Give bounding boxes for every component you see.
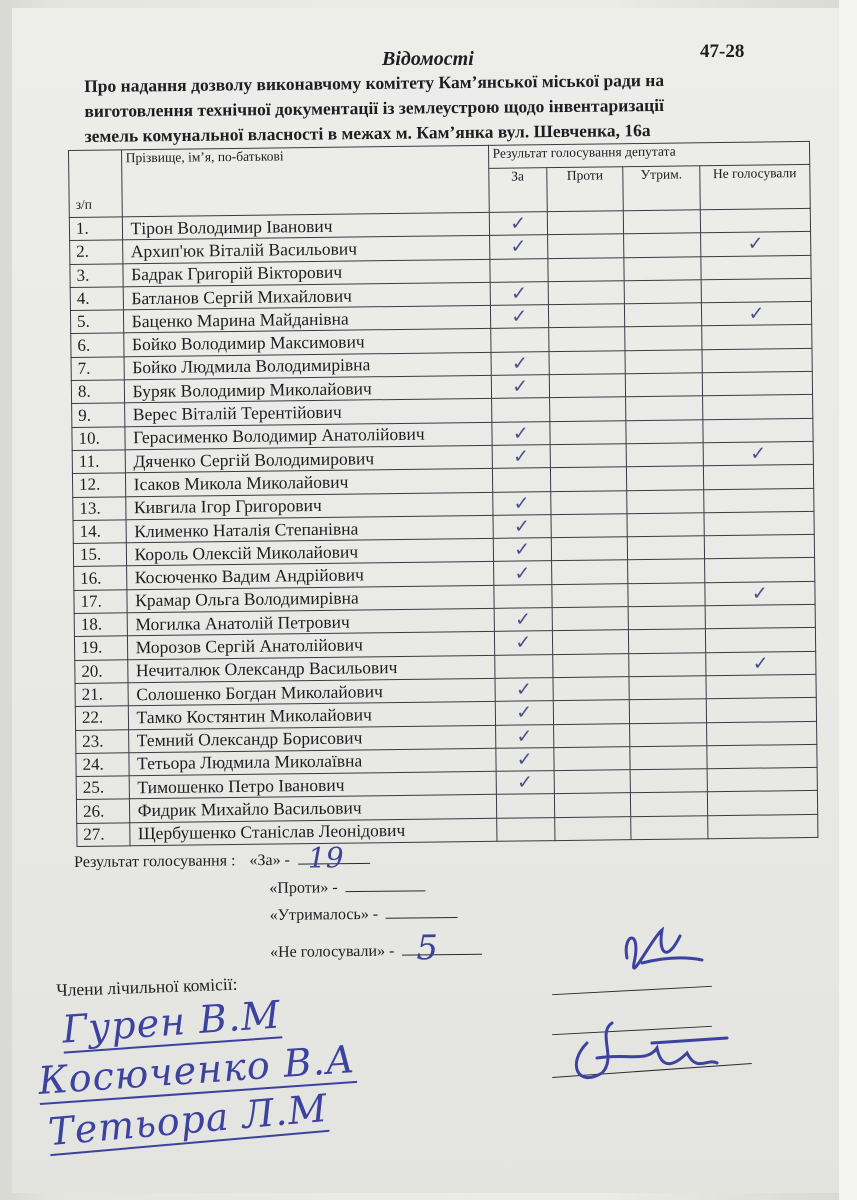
vote-abstain-cell [631,815,708,839]
vote-not-voted-cell [701,278,812,303]
header-not-voted: Не голосували [699,165,810,210]
vote-against-cell [553,723,630,747]
row-deputy-name: Дяченко Сергій Володимирович [125,445,492,473]
row-deputy-name: Тірон Володимир Іванович [122,212,489,240]
row-deputy-name: Нечиталюк Олександр Васильович [127,655,494,683]
row-deputy-name: Бойко Людмила Володимирівна [124,352,491,380]
subtitle-line: земель комунальної власності в межах м. Кам’янка вул. Шевченка, 16а [84,120,651,146]
header-for: За [488,168,547,212]
vote-abstain-cell [628,583,705,607]
vote-not-voted-cell [701,255,812,280]
vote-for-cell: ✓ [493,514,552,538]
vote-for-cell: ✓ [494,631,553,655]
vote-not-voted-cell [707,768,818,793]
row-number: 10. [72,427,125,451]
vote-abstain-cell [624,210,701,234]
row-deputy-name: Клименко Наталія Степанівна [126,515,493,543]
row-number: 26. [76,799,129,823]
row-number: 2. [70,240,123,264]
vote-not-voted-cell [703,465,814,490]
row-number: 8. [71,380,124,404]
vote-for-cell [493,584,552,608]
vote-against-cell [552,583,629,607]
row-deputy-name: Щербушенко Станіслав Леонідович [129,818,496,846]
summary-against-row [269,878,425,898]
vote-not-voted-cell: ✓ [705,651,816,676]
summary-abstain-row [270,905,459,925]
row-number: 21. [75,683,128,707]
voting-table [68,141,818,847]
vote-not-voted-cell [707,814,818,839]
vote-against-cell [554,747,631,771]
row-deputy-name: Косюченко Вадим Андрійович [126,562,493,590]
vote-not-voted-cell [707,791,818,816]
vote-for-cell [489,258,548,282]
vote-for-cell: ✓ [495,701,554,725]
summary-abstain-label: «Утрималось» - [269,905,379,924]
vote-abstain-cell [630,769,707,793]
row-deputy-name: Могилка Анатолій Петрович [127,608,494,636]
voting-table-wrapper [68,141,818,847]
vote-abstain-cell [625,350,702,374]
vote-against-cell [552,630,629,654]
vote-abstain-cell [629,676,706,700]
row-number: 18. [74,613,127,637]
row-deputy-name: Тамко Костянтин Миколайович [128,702,495,730]
vote-against-cell [549,374,626,398]
vote-abstain-cell [624,280,701,304]
secretary-signature-icon [557,1003,737,1093]
row-deputy-name: Баценко Марина Майданівна [123,306,490,334]
vote-abstain-cell [627,513,704,537]
document-subtitle [84,67,785,149]
row-deputy-name: Морозов Сергій Анатолійович [127,632,494,660]
row-number: 9. [72,403,125,427]
row-deputy-name: Тимошенко Петро Іванович [129,771,496,799]
vote-not-voted-cell [703,488,814,513]
vote-abstain-cell [626,443,703,467]
row-number: 1. [69,217,122,241]
vote-against-cell [549,397,626,421]
vote-not-voted-cell [704,558,815,583]
row-number: 6. [71,333,124,357]
vote-against-cell [550,420,627,444]
document-number: 47-28 [700,41,745,62]
document-sheet [12,8,842,1193]
vote-abstain-cell [628,606,705,630]
row-deputy-name: Король Олексій Миколайович [126,538,493,566]
vote-for-cell: ✓ [489,235,548,259]
vote-abstain-cell [630,746,707,770]
header-abstain: Утрим. [623,166,700,211]
vote-not-voted-cell [706,698,817,723]
row-number: 13. [73,496,126,520]
row-deputy-name: Герасименко Володимир Анатолійович [124,422,491,450]
row-number: 3. [70,263,123,287]
vote-not-voted-cell [706,674,817,699]
vote-abstain-cell [626,396,703,420]
summary-not-voted-value: 5 [416,928,439,969]
vote-abstain-cell [628,536,705,560]
voting-table-body [69,208,818,846]
row-deputy-name: Тетьора Людмила Миколаївна [128,748,495,776]
vote-abstain-cell [629,699,706,723]
vote-not-voted-cell [705,628,816,653]
vote-against-cell [553,677,630,701]
row-deputy-name: Темний Олександр Борисович [128,725,495,753]
vote-for-cell: ✓ [496,771,555,795]
vote-abstain-cell [629,652,706,676]
row-number: 14. [73,520,126,544]
row-number: 5. [70,310,123,334]
vote-against-cell [548,304,625,328]
header-number: з/п [69,150,122,218]
vote-for-cell: ✓ [493,561,552,585]
commission-label: Члени лічильної комісії: [56,973,238,1000]
vote-against-cell [553,653,630,677]
vote-for-cell: ✓ [490,282,549,306]
vote-against-cell [553,700,630,724]
vote-against-cell [548,281,625,305]
vote-abstain-cell [626,373,703,397]
vote-for-cell [494,654,553,678]
vote-abstain-cell [629,629,706,653]
row-number: 24. [76,753,129,777]
row-deputy-name: Бойко Володимир Максимович [123,329,490,357]
vote-for-cell: ✓ [492,491,551,515]
row-number: 19. [74,636,127,660]
row-deputy-name: Верес Віталій Терентійович [124,399,491,427]
vote-abstain-cell [625,326,702,350]
summary-label: Результат голосування : [74,852,236,871]
header-name: Прізвище, ім’я, по-батькові [121,145,489,216]
vote-abstain-cell [625,303,702,327]
vote-abstain-cell [630,722,707,746]
vote-for-cell: ✓ [495,724,554,748]
summary-abstain-line [386,917,458,919]
row-deputy-name: Ісаков Микола Миколайович [125,469,492,497]
row-deputy-name: Бадрак Григорій Вікторович [122,259,489,287]
summary-not-voted-label: «Не голосували» - [269,942,395,961]
vote-abstain-cell [626,419,703,443]
summary-not-voted-row [269,928,483,969]
summary-against-line [346,890,426,892]
commission-signature-2: Косюченко В.А [36,1036,357,1104]
vote-not-voted-cell [707,744,818,769]
vote-against-cell [547,234,624,258]
row-number: 23. [76,729,129,753]
vote-not-voted-cell [702,395,813,420]
vote-for-cell: ✓ [495,747,554,771]
row-number: 4. [70,287,123,311]
commission-signature-3: Тетьора Л.М [46,1085,330,1155]
vote-for-cell: ✓ [490,305,549,329]
vote-against-cell [554,770,631,794]
summary-against-label: «Проти» - [269,879,338,897]
vote-abstain-cell [624,256,701,280]
header-vote-result: Результат голосування депутата [488,141,810,168]
row-number: 25. [76,776,129,800]
vote-abstain-cell [627,489,704,513]
row-number: 16. [74,566,127,590]
vote-for-cell: ✓ [492,445,551,469]
vote-not-voted-cell: ✓ [701,302,812,327]
summary-for-line [298,841,370,875]
vote-against-cell [550,467,627,491]
header-against: Проти [547,167,624,212]
vote-against-cell [548,257,625,281]
vote-not-voted-cell: ✓ [700,232,811,257]
subtitle-line: виготовлення технічної документації із землеустрою щодо інвентаризації [84,94,665,121]
row-deputy-name: Солошенко Богдан Миколайович [128,678,495,706]
vote-not-voted-cell: ✓ [705,581,816,606]
vote-abstain-cell [624,233,701,257]
vote-not-voted-cell: ✓ [703,441,814,466]
vote-for-cell [496,817,555,841]
vote-for-cell: ✓ [491,351,550,375]
vote-against-cell [549,350,626,374]
row-number: 12. [72,473,125,497]
vote-against-cell [552,607,629,631]
vote-against-cell [551,560,628,584]
vote-not-voted-cell [704,535,815,560]
vote-for-cell [496,794,555,818]
row-number: 11. [72,450,125,474]
row-deputy-name: Крамар Ольга Володимирівна [126,585,493,613]
vote-against-cell [547,211,624,235]
vote-for-cell [490,328,549,352]
vote-for-cell: ✓ [493,538,552,562]
subtitle-line: Про надання дозволу виконавчому комітету Кам’янської міської ради на [84,69,665,96]
vote-against-cell [554,793,631,817]
summary-not-voted-line [402,928,482,969]
commission-signature-1: Гурен В.М [60,992,283,1052]
row-number: 17. [74,590,127,614]
vote-against-cell [550,444,627,468]
vote-against-cell [551,490,628,514]
row-deputy-name: Батланов Сергій Михайлович [123,282,490,310]
row-number: 20. [75,659,128,683]
vote-for-cell [491,398,550,422]
vote-for-cell: ✓ [489,212,548,236]
vote-for-cell: ✓ [491,421,550,445]
vote-not-voted-cell [700,208,811,233]
vote-against-cell [549,327,626,351]
document-title: Відомості [382,48,474,70]
vote-for-cell: ✓ [495,678,554,702]
row-deputy-name: Архип'юк Віталій Васильович [122,236,489,264]
row-number: 27. [77,823,130,847]
chairman-signature-icon [572,918,722,998]
vote-against-cell [551,514,628,538]
row-deputy-name: Буряк Володимир Миколайович [124,375,491,403]
row-number: 15. [73,543,126,567]
vote-abstain-cell [627,466,704,490]
vote-for-cell: ✓ [494,608,553,632]
summary-for-value: 19 [307,841,344,875]
summary-for-row [74,841,370,875]
vote-abstain-cell [631,792,708,816]
vote-against-cell [551,537,628,561]
page-edge [839,0,857,1200]
vote-not-voted-cell [705,604,816,629]
row-deputy-name: Фидрик Михайло Васильович [129,795,496,823]
vote-not-voted-cell [702,372,813,397]
vote-against-cell [555,816,632,840]
row-number: 22. [75,706,128,730]
vote-abstain-cell [628,559,705,583]
row-deputy-name: Кивгила Ігор Григорович [125,492,492,520]
vote-not-voted-cell [702,348,813,373]
vote-not-voted-cell [704,511,815,536]
vote-not-voted-cell [701,325,812,350]
summary-for-label: «За» - [249,851,291,870]
vote-not-voted-cell [706,721,817,746]
vote-not-voted-cell [703,418,814,443]
vote-for-cell: ✓ [491,375,550,399]
vote-for-cell [492,468,551,492]
row-number: 7. [71,357,124,381]
